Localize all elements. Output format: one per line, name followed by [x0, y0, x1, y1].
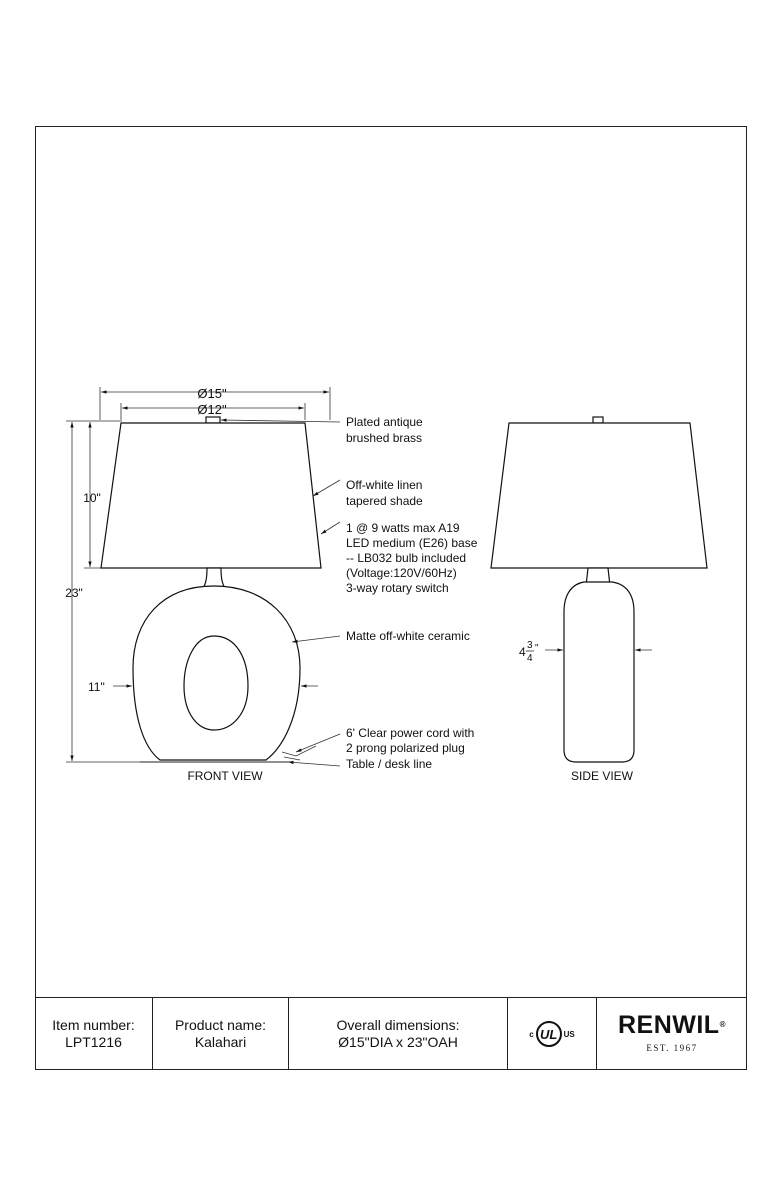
- side-lamp-shade: [491, 423, 707, 568]
- callout-bulb-4: (Voltage:120V/60Hz): [346, 566, 457, 580]
- brand-cell: [597, 998, 747, 1070]
- overall-dimensions-value: Ø15"DIA x 23"OAH: [338, 1034, 458, 1050]
- svg-text:": ": [535, 643, 539, 654]
- dim-shade-height: 10": [83, 491, 101, 505]
- callout-finial-2: brushed brass: [346, 431, 423, 445]
- callout-body: Matte off-white ceramic: [346, 629, 470, 643]
- callout-bulb-3: -- LB032 bulb included: [346, 551, 467, 565]
- overall-dimensions-label: Overall dimensions:: [336, 1017, 460, 1033]
- callout-shade-1: Off-white linen: [346, 478, 423, 492]
- callout-bulb-1: 1 @ 9 watts max A19: [346, 521, 460, 535]
- dim-overall-dia: Ø15": [197, 386, 227, 401]
- item-number-cell: [35, 998, 153, 1070]
- title-block: [35, 997, 747, 1070]
- svg-text:3: 3: [527, 640, 533, 651]
- certification-cell: [508, 998, 597, 1070]
- finial: [206, 417, 220, 423]
- product-name-label: Product name:: [174, 1017, 267, 1033]
- callout-bulb-2: LED medium (E26) base: [346, 536, 478, 550]
- callout-shade-2: tapered shade: [346, 494, 423, 508]
- brand-established: EST. 1967: [646, 1042, 698, 1053]
- product-name-value: Kalahari: [194, 1034, 247, 1050]
- side-ceramic-body: [564, 582, 634, 762]
- callout-cord-1: 6' Clear power cord with: [346, 726, 475, 740]
- callout-table: Table / desk line: [346, 757, 433, 771]
- front-callouts: [346, 415, 478, 771]
- dim-overall-height: 23": [65, 586, 83, 600]
- product-name-cell: [153, 998, 289, 1070]
- overall-dimensions-cell: [289, 998, 508, 1070]
- dim-body-width: 11": [88, 680, 105, 694]
- callout-finial-1: Plated antique: [346, 415, 423, 429]
- side-view-label: SIDE VIEW: [570, 769, 634, 783]
- item-number-label: Item number:: [52, 1017, 135, 1033]
- dim-shade-top-dia: Ø12": [197, 402, 227, 417]
- ceramic-body: [133, 586, 300, 760]
- item-number-value: LPT1216: [65, 1034, 122, 1050]
- callout-bulb-5: 3-way rotary switch: [346, 581, 449, 595]
- front-view-label: FRONT VIEW: [187, 769, 263, 783]
- svg-text:4: 4: [527, 653, 533, 664]
- callout-cord-2: 2 prong polarized plug: [346, 741, 465, 755]
- side-view: [491, 417, 707, 783]
- svg-text:4: 4: [519, 645, 526, 659]
- renwil-logo: RENWIL®: [617, 1010, 726, 1039]
- lamp-shade: [101, 423, 321, 568]
- front-view: [65, 386, 478, 783]
- side-finial: [593, 417, 603, 423]
- cul-us-listed-mark: c UL US: [529, 1021, 575, 1047]
- dim-side-depth: [519, 640, 539, 664]
